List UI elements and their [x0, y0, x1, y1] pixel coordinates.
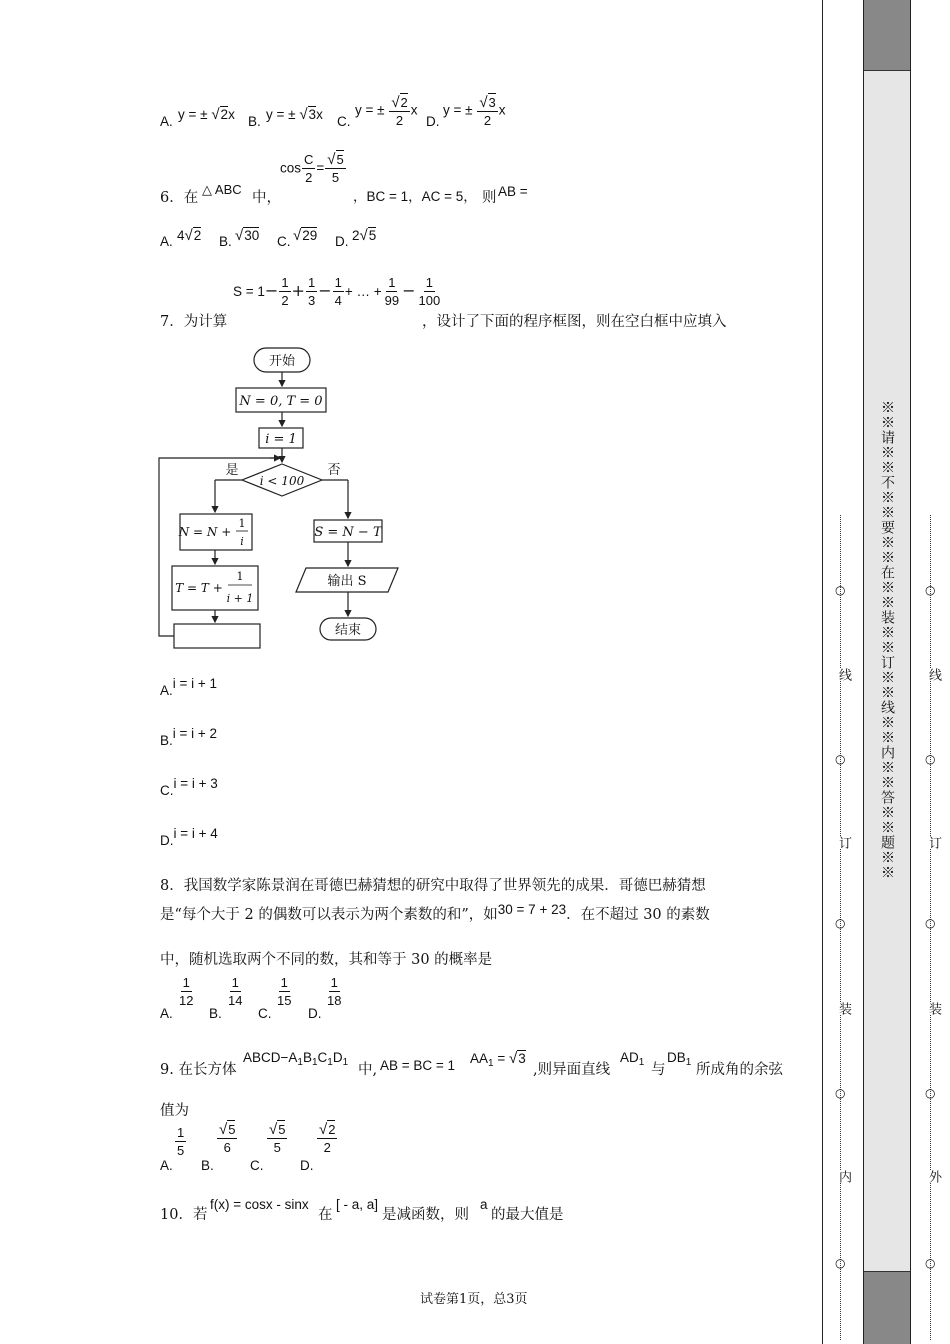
- flow-t-num: 1: [236, 570, 244, 583]
- q5-option-a-label: A.: [160, 114, 173, 129]
- circle-marker: ○: [925, 583, 936, 597]
- q7-option-d: D.i = i + 4: [160, 826, 218, 848]
- margin-label-zhuang-right: 装: [926, 1002, 941, 1015]
- q5-option-a-radicand: 2: [220, 107, 229, 122]
- q7-option-c: C.i = i + 3: [160, 776, 218, 798]
- q7-option-b: B.i = i + 2: [160, 726, 218, 748]
- flow-condition-text: i < 100: [259, 474, 305, 488]
- flow-s-assign-text: S = N − T: [314, 525, 382, 540]
- q5-option-c-label: C.: [337, 114, 351, 129]
- flow-n-den: i: [240, 535, 244, 548]
- circle-marker: ○: [835, 583, 846, 597]
- warning-text: ※※请※※不※※要※※在※※装※※订※※线※※内※※答※※题※※: [879, 400, 895, 880]
- flow-n-update-text: N = N +: [178, 525, 232, 539]
- q8-options: A. $\frac{1}{12}$ B. $\frac{1}{14}$ C. $\frac{1}{15}$ D. $\frac{1}{18}$: [160, 975, 342, 1021]
- q5-option-d-text: y = ±: [443, 102, 473, 118]
- page-footer: 试卷第1页，总3页: [420, 1292, 528, 1307]
- circle-marker: ○: [925, 752, 936, 766]
- q6-options: A. 4√2 B. √30 C. √29 D. 2√5: [160, 227, 377, 249]
- q9-options: A. $\frac{1}{5}$ B. $\frac{√5}{6}$ C. $\frac{√5}{5}$ D. $\frac{√2}{2}$: [160, 1121, 336, 1173]
- circle-marker: ○: [835, 1256, 846, 1270]
- circle-marker: ○: [925, 1086, 936, 1100]
- circle-marker: ○: [835, 752, 846, 766]
- q7-options: [160, 676, 360, 846]
- margin-label-ding-right: 订: [926, 836, 941, 849]
- margin-label-xian-right: 线: [926, 668, 941, 681]
- flow-t-den: i + 1: [226, 592, 254, 605]
- margin-label-ding-left: 订: [836, 836, 851, 849]
- q5-option-b-text: y = ±: [266, 107, 296, 122]
- q5-option-c-text: y = ±: [355, 102, 385, 118]
- q7-option-a: A.i = i + 1: [160, 676, 218, 698]
- flow-output-text: 输出 S: [327, 574, 367, 589]
- flow-no-label: 否: [327, 463, 341, 478]
- margin-label-zhuang-left: 装: [836, 1002, 851, 1015]
- flow-yes-label: 是: [225, 463, 239, 478]
- flow-i-init-text: i = 1: [265, 432, 297, 447]
- flow-blank-box: [174, 624, 260, 648]
- circle-marker: ○: [835, 1086, 846, 1100]
- binding-margin: [822, 0, 950, 1344]
- q5-option-d-label: D.: [426, 114, 440, 129]
- circle-marker: ○: [925, 916, 936, 930]
- flow-end-text: 结束: [334, 623, 362, 638]
- flow-init-text: N = 0, T = 0: [239, 394, 323, 409]
- question-7: 7．为计算 S = 1− $\frac{1}{2}$ + $\frac{1}{3}$ − $\frac{1}{4}$ + … + $\frac{1}{99}$ − $\frac{1}{100}$ ，设计了下面的程序框图，则在空白框中应填入: [160, 275, 727, 330]
- flow-t-update-text: T = T +: [175, 581, 223, 595]
- question-9: 9. 在长方体 $ABCD-A_1B_1C_1D_1$ 中, AB = BC = 1 $AA_1 = √3$ ,则异面直线 $AD_1$ 与 $DB_1$ 所成角的余弦 值为: [160, 1050, 783, 1119]
- circle-marker: ○: [835, 916, 846, 930]
- question-6: 6．在 △ ABC 中， cos $\frac{C}{2}$ = $\frac{√5}{5}$ ，BC = 1，AC = 5， 则 AB =: [160, 151, 528, 206]
- q5-option-a-text: y = ±: [178, 107, 208, 122]
- question-10: 10．若 f(x) = cosx - sinx 在 [ - a, a] 是减函数，则 a 的最大值是: [160, 1197, 564, 1223]
- flowchart: [150, 340, 420, 660]
- flow-n-num: 1: [238, 517, 246, 530]
- margin-label-wai: 外: [926, 1170, 941, 1183]
- margin-label-xian-left: 线: [836, 668, 851, 681]
- circle-marker: ○: [925, 1256, 936, 1270]
- question-8: 8．我国数学家陈景润在哥德巴赫猜想的研究中取得了世界领先的成果．哥德巴赫猜想 是“每个大于 2 的偶数可以表示为两个素数的和”，如30 = 7 + 23．在不超过 30 的素数 中，随机选取两个不同的数，其和等于 30 的概率是: [160, 878, 710, 968]
- flow-start-text: 开始: [268, 354, 296, 369]
- q5-option-b-label: B.: [248, 114, 261, 129]
- margin-label-nei: 内: [836, 1170, 851, 1183]
